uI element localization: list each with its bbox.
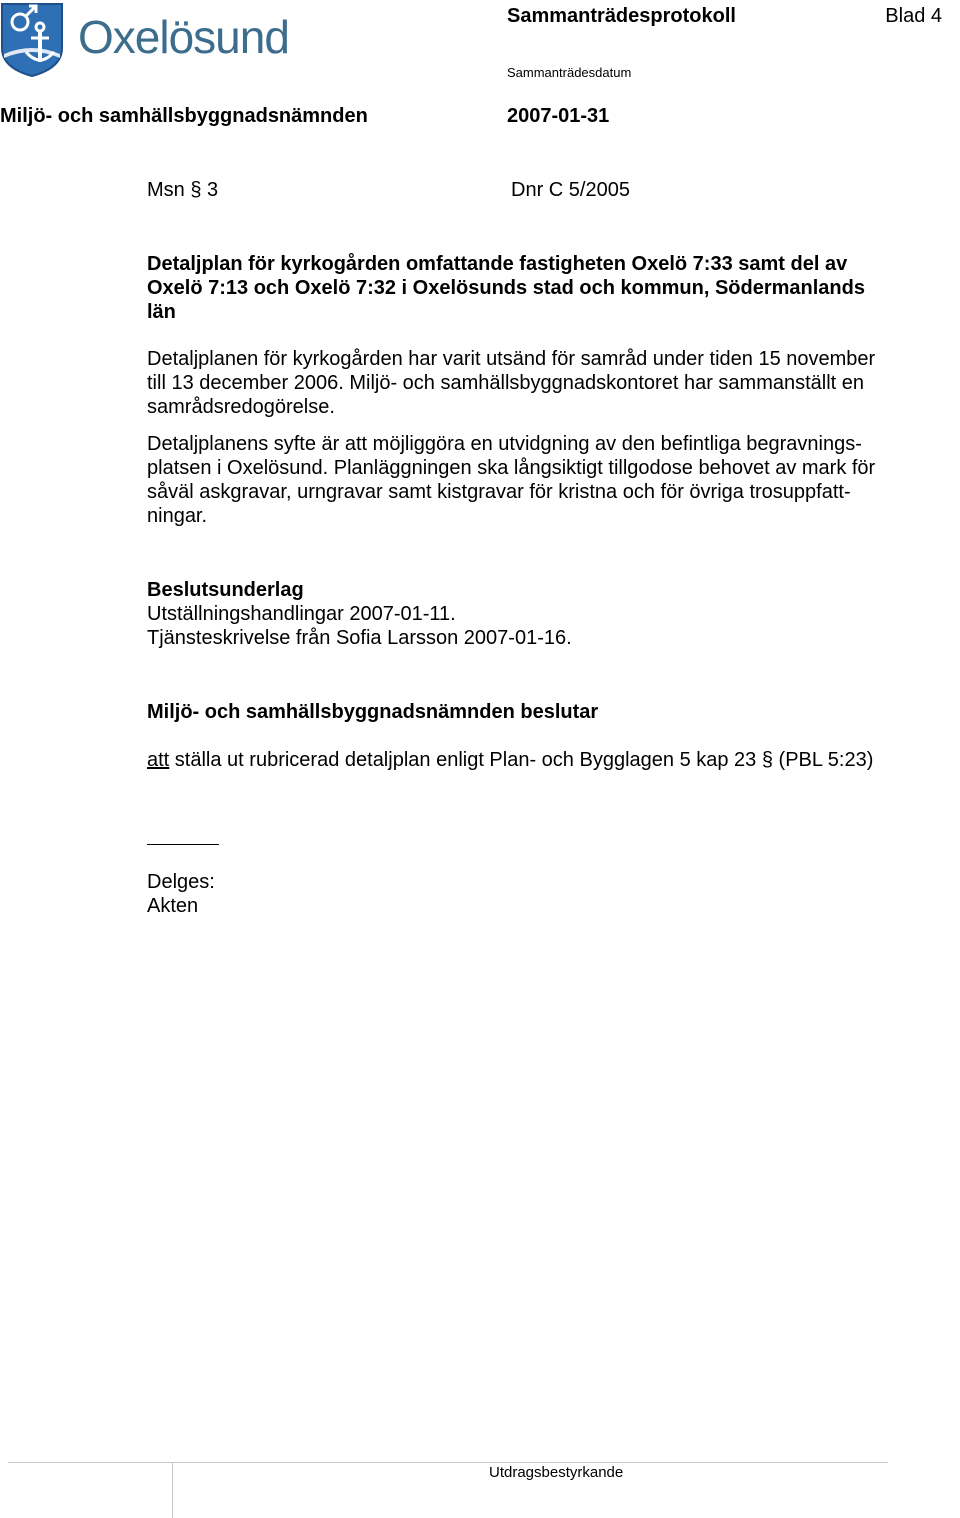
municipality-shield-icon — [0, 2, 64, 78]
decision-basis-item: Tjänsteskrivelse från Sofia Larsson 2007-01-16. — [147, 627, 572, 649]
item-title-line: län — [147, 301, 176, 323]
paragraph-number: Msn § 3 — [147, 179, 219, 201]
decision-basis-heading: Beslutsunderlag — [147, 579, 304, 601]
decision-text-body: ställa ut rubricerad detaljplan enligt Plan- och Bygglagen 5 kap 23 § (PBL 5:23) — [169, 749, 874, 771]
decision-text — [147, 748, 937, 772]
paragraph-line: Detaljplanen för kyrkogården har varit utsänd för samråd under tiden 15 november — [147, 348, 876, 370]
decision-basis-item: Utställningshandlingar 2007-01-11. — [147, 603, 456, 625]
page-number: Blad 4 — [885, 5, 942, 27]
decision-basis — [147, 578, 937, 650]
paragraph-line: samrådsredogörelse. — [147, 396, 335, 418]
municipality-logo-text: Oxelösund — [78, 11, 289, 63]
footer-column-divider — [172, 1462, 173, 1518]
paragraph-line: såväl askgravar, urngravar samt kistgravar för kristna och för övriga trosuppfatt- — [147, 481, 851, 503]
item-title-line: Detaljplan för kyrkogården omfattande fastigheten Oxelö 7:33 samt del av — [147, 253, 848, 275]
background-paragraph — [147, 347, 937, 419]
meeting-date: 2007-01-31 — [507, 105, 610, 127]
distribution-recipient: Akten — [147, 895, 199, 917]
paragraph-line: platsen i Oxelösund. Planläggningen ska långsiktigt tillgodose behovet av mark för — [147, 457, 876, 479]
paragraph-line: till 13 december 2006. Miljö- och samhällsbyggnadskontoret har sammanställt en — [147, 372, 865, 394]
paragraph-line: Detaljplanens syfte är att möjliggöra en utvidgning av den befintliga begravnings- — [147, 433, 862, 455]
document-title: Sammanträdesprotokoll — [507, 5, 736, 27]
purpose-paragraph — [147, 432, 937, 528]
item-title-line: Oxelö 7:13 och Oxelö 7:32 i Oxelösunds stad och kommun, Södermanlands — [147, 277, 865, 299]
certification-label: Utdragsbestyrkande — [489, 1464, 624, 1481]
item-title — [147, 252, 937, 324]
decision-att: att — [147, 749, 170, 771]
separator-line — [147, 844, 219, 845]
diary-number: Dnr C 5/2005 — [511, 179, 630, 201]
decision-heading: Miljö- och samhällsbyggnadsnämnden beslutar — [147, 701, 599, 723]
meeting-date-label: Sammanträdesdatum — [507, 65, 632, 80]
case-reference-row — [147, 178, 937, 202]
distribution-label: Delges: — [147, 871, 215, 893]
committee-name: Miljö- och samhällsbyggnadsnämnden — [0, 105, 368, 127]
paragraph-line: ningar. — [147, 505, 208, 527]
footer-divider — [8, 1462, 888, 1463]
distribution — [147, 870, 937, 918]
